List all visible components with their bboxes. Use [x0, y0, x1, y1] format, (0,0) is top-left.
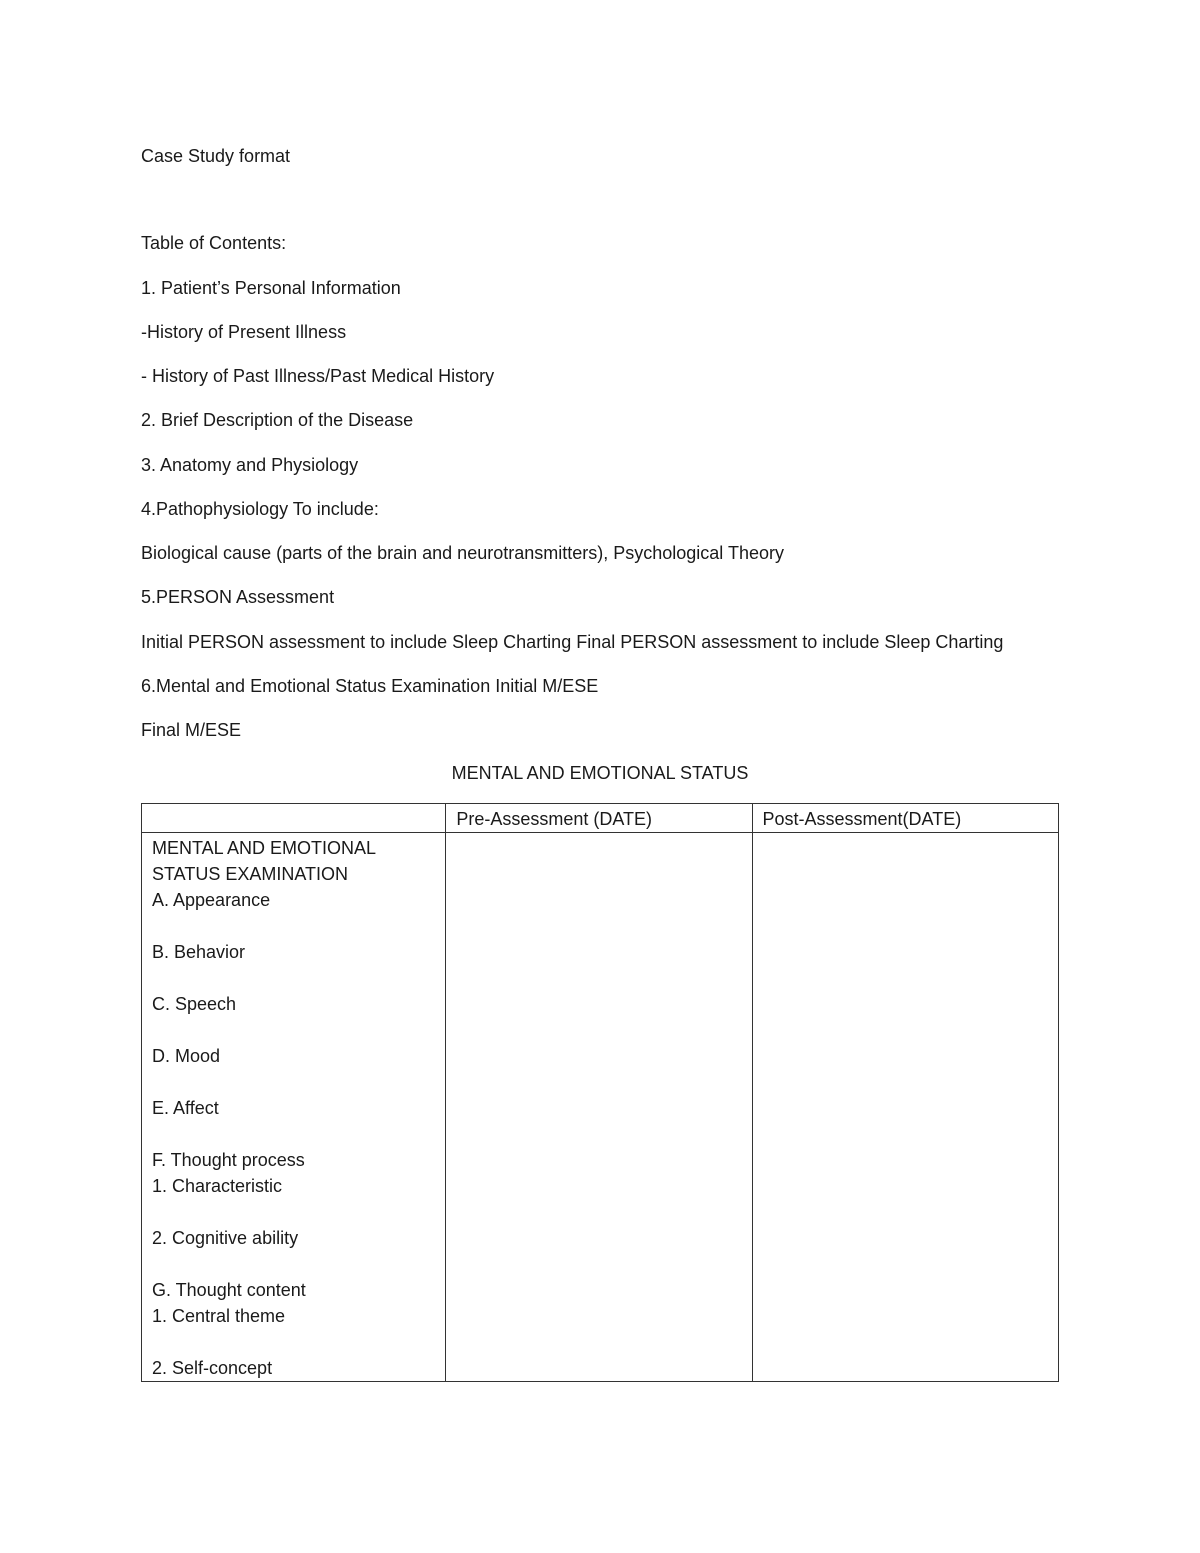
mse-heading: MENTAL AND EMOTIONAL	[152, 838, 377, 858]
spacer	[152, 913, 435, 939]
mse-subitem-characteristic: 1. Characteristic	[152, 1176, 283, 1196]
toc-item: 2. Brief Description of the Disease	[141, 410, 414, 430]
mse-item-speech: C. Speech	[152, 994, 237, 1014]
toc-item: 3. Anatomy and Physiology	[141, 455, 359, 475]
spacer	[152, 1251, 435, 1277]
document-title: Case Study format	[141, 146, 291, 166]
toc-item: Final M/ESE	[141, 720, 242, 740]
mse-heading: STATUS EXAMINATION	[152, 864, 349, 884]
mse-label-cell	[142, 833, 446, 1382]
mse-item-thought-process: F. Thought process	[152, 1150, 305, 1170]
table-row	[142, 833, 1059, 1382]
header-cell-label	[142, 804, 446, 833]
spacer	[152, 1329, 435, 1355]
toc-item: 6.Mental and Emotional Status Examination Initial M/ESE	[141, 676, 599, 696]
toc-item: 1. Patient’s Personal Information	[141, 278, 401, 298]
spacer	[152, 965, 435, 991]
mse-item-mood: D. Mood	[152, 1046, 221, 1066]
mse-subitem-cognitive-ability: 2. Cognitive ability	[152, 1228, 299, 1248]
spacer	[152, 1121, 435, 1147]
spacer	[152, 1069, 435, 1095]
mse-subitem-self-concept: 2. Self-concept	[152, 1358, 273, 1378]
table-title: MENTAL AND EMOTIONAL STATUS	[451, 763, 749, 783]
mse-item-behavior: B. Behavior	[152, 942, 246, 962]
spacer	[152, 1199, 435, 1225]
toc-item: - History of Past Illness/Past Medical History	[141, 366, 495, 386]
toc-heading: Table of Contents:	[141, 233, 287, 253]
toc-item: Biological cause (parts of the brain and neurotransmitters), Psychological Theory	[141, 543, 784, 563]
header-cell-pre-assessment: Pre-Assessment (DATE)	[446, 804, 752, 833]
spacer	[152, 1017, 435, 1043]
table-header-row	[142, 804, 1059, 833]
mental-emotional-status-table	[141, 803, 1059, 1382]
toc-item: Initial PERSON assessment to include Sleep Charting Final PERSON assessment to include Sleep Charting	[141, 632, 1004, 652]
toc-item: 4.Pathophysiology To include:	[141, 499, 379, 519]
toc-item: -History of Present Illness	[141, 322, 347, 342]
mse-item-thought-content: G. Thought content	[152, 1280, 306, 1300]
pre-assessment-cell[interactable]	[446, 833, 752, 1382]
mse-item-affect: E. Affect	[152, 1098, 219, 1118]
post-assessment-cell[interactable]	[752, 833, 1058, 1382]
mse-subitem-central-theme: 1. Central theme	[152, 1306, 286, 1326]
mse-item-appearance: A. Appearance	[152, 890, 271, 910]
header-cell-post-assessment: Post-Assessment(DATE)	[752, 804, 1058, 833]
toc-item: 5.PERSON Assessment	[141, 587, 335, 607]
